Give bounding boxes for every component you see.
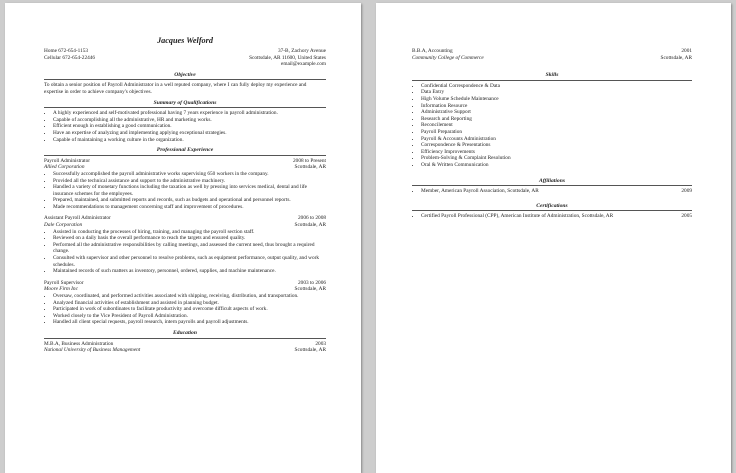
education-school: Community College of Commerce: [412, 54, 484, 61]
qualifications-section: [44, 100, 326, 144]
job-company: Dale Corporation: [44, 222, 83, 229]
list-item: • Reconcilement: [421, 122, 692, 129]
objective-text: To obtain a senior position of Payroll Administrator in a well reputed company, where I can fully deploy my experience and expertise in order to achieve company's objectives.: [44, 82, 307, 95]
education-section: [44, 330, 326, 354]
education-year: 2001: [681, 48, 692, 54]
list-item: • Consulted with supervisor and other personnel to resolve problems, such as equipment performance, output quality, and work schedules.: [53, 255, 326, 268]
list-item: • Prepared, maintained, and submitted reports and records, such as budgets and operational and personnel reports.: [53, 197, 326, 204]
divider: [44, 79, 326, 80]
job-dates: 2003 to 2006: [298, 279, 326, 286]
job-company-row: [44, 222, 326, 229]
job-location: Scottsdale, AR: [294, 286, 326, 293]
divider: [44, 155, 326, 156]
job-dates: 2008 to Present: [293, 157, 326, 164]
list-item: • A highly experienced and self-motivated professional having 7 years experience in payroll administration.: [53, 110, 326, 117]
education-school-row: [44, 347, 326, 354]
list-item: • Information Resource: [421, 103, 692, 110]
address-line-2: Scottsdale, AR 11600, United States: [249, 54, 326, 61]
skills-title: Skills: [545, 72, 559, 79]
list-item: • Successfully accomplished the payroll administrative works supervising 650 workers in the company.: [53, 171, 326, 178]
job-entry: [44, 215, 326, 274]
job-duties: [44, 171, 326, 211]
list-item: • Oral & Written Communication: [421, 162, 692, 169]
list-item: • Have an expertise of analyzing and implementing applying exceptional strategies.: [53, 130, 326, 137]
list-item: • Handled a variety of monetary functions including the taxation as well by pressing into services medical, dental and life insurance schemes for the employees.: [53, 184, 326, 197]
list-item: • Made recommendations to management concerning staff and improvement of procedures.: [53, 204, 326, 211]
list-item: [421, 188, 692, 195]
home-phone: Home 672-654-1153: [44, 48, 89, 54]
education-degree: M.B.A, Business Administration: [44, 340, 114, 347]
resume-page-2: [376, 3, 731, 473]
job-company-row: [44, 286, 326, 293]
list-item: • Provided all the technical assistance and support to the administrative machinery.: [53, 178, 326, 185]
job-header: [44, 215, 326, 222]
job-location: Scottsdale, AR: [294, 222, 326, 229]
list-item: • Analyzed financial activities of establishment and assisted in planning budget.: [53, 300, 326, 307]
list-item: • Problem-Solving & Complaint Resolution: [421, 155, 692, 162]
experience-section: [44, 147, 326, 326]
affiliations-title: Affiliations: [538, 177, 565, 184]
address-line-1: 37-B, Zachory Avenue: [278, 48, 326, 54]
list-item: • Efficient enough in establishing a good communication.: [53, 123, 326, 130]
objective-title: Objective: [174, 71, 196, 78]
list-item: • Maintained records of such matters as inventory, personnel, ordered, supplies, and machine maintenance.: [53, 268, 326, 275]
list-item: • Research and Reporting: [421, 116, 692, 123]
list-item: • Participated in work of subordinates to facilitate productivity and overcome difficult aspects of work.: [53, 306, 326, 313]
list-item: • Performed all the administrative responsibilities by calling meetings, and assessed the current need, thus brought a required change.: [53, 242, 326, 255]
list-item: • Data Entry: [421, 89, 692, 96]
page-1-content: [44, 36, 326, 354]
list-item: • Administrative Support: [421, 109, 692, 116]
email: email@example.com: [280, 61, 326, 68]
job-title: Payroll Administrator: [44, 157, 91, 164]
experience-title: Professional Experience: [156, 147, 214, 154]
list-item: • Reviewed on a daily basis the overall performance to reach the targets and ensured quality.: [53, 235, 326, 242]
resume-page-1: [5, 3, 361, 473]
certification-row: [421, 213, 692, 220]
job-header: [44, 158, 326, 165]
education-title: Education: [173, 329, 197, 336]
job-title: Payroll Supervisor: [44, 279, 84, 286]
list-item: • High Volume Schedule Maintenance: [421, 96, 692, 103]
list-item: • Capable of accomplishing all the administrative, HR and marketing works.: [53, 117, 326, 124]
list-item: • Payroll & Accounts Administration: [421, 136, 692, 143]
education-school-row: [412, 55, 692, 62]
education-location: Scottsdale, AR: [294, 347, 326, 354]
job-company: Allied Corporation: [44, 164, 85, 171]
qualifications-title: Summary of Qualifications: [153, 99, 217, 106]
job-duties: [44, 293, 326, 326]
qualifications-list: [44, 110, 326, 143]
list-item: • Capable of maintaining a working culture in the organization.: [53, 137, 326, 144]
list-item: • Efficiency Improvements: [421, 149, 692, 156]
job-company: Moore Firm Inc: [44, 286, 78, 293]
list-item: • Confidential Correspondence & Data: [421, 83, 692, 90]
job-title: Assistant Payroll Administrator: [44, 215, 111, 222]
certifications-title: Certifications: [536, 202, 568, 209]
divider: [44, 107, 326, 108]
contact-row-1: [44, 48, 326, 55]
objective-section: [44, 72, 326, 96]
affiliations-section: [412, 178, 692, 195]
skills-list: [412, 83, 692, 169]
affiliations-list: [412, 188, 692, 195]
affiliation-text: • Member, American Payroll Association, Scottsdale, AR: [421, 188, 539, 195]
education-degree: B.B.A, Accounting: [412, 48, 453, 54]
cell-phone: Cellular 672-654-22446: [44, 54, 96, 61]
certification-year: 2005: [681, 213, 692, 220]
divider: [412, 185, 692, 186]
certifications-section: [412, 203, 692, 220]
job-entry: [44, 158, 326, 211]
divider: [412, 210, 692, 211]
certifications-list: [412, 213, 692, 220]
list-item: • Assisted in conducting the processes of hiring, training, and managing the payroll section staff.: [53, 229, 326, 236]
list-item: • Correspondence & Presentations: [421, 142, 692, 149]
candidate-name: Jacques Welford: [157, 36, 213, 45]
job-dates: 2006 to 2008: [298, 215, 326, 222]
contact-row-2: [44, 55, 326, 62]
divider: [412, 80, 692, 81]
list-item: • Payroll Preparation: [421, 129, 692, 136]
job-header: [44, 280, 326, 287]
list-item: [421, 213, 692, 220]
job-duties: [44, 229, 326, 275]
job-entry: [44, 280, 326, 326]
education-location: Scottsdale, AR: [660, 54, 692, 61]
job-location: Scottsdale, AR: [294, 164, 326, 171]
list-item: • Handled all client special requests, payroll research, intern payrolls and payroll adjustments.: [53, 319, 326, 326]
list-item: • Oversaw, coordinated, and performed activities associated with shipping, receiving, distribution, and transportation.: [53, 293, 326, 300]
education-year: 2003: [315, 340, 326, 347]
education-school: National University of Business Management: [44, 347, 141, 354]
job-company-row: [44, 164, 326, 171]
education-degree-row: [412, 48, 692, 55]
divider: [44, 338, 326, 339]
affiliation-row: [421, 188, 692, 195]
list-item: • Worked closely to the Vice President of Payroll Administration.: [53, 313, 326, 320]
affiliation-year: 2009: [681, 188, 692, 195]
page-2-content: [412, 48, 692, 220]
skills-section: [412, 72, 692, 168]
certification-text: • Certified Payroll Professional (CPP), American Institute of Administration, Scottsdale, AR: [421, 213, 614, 220]
